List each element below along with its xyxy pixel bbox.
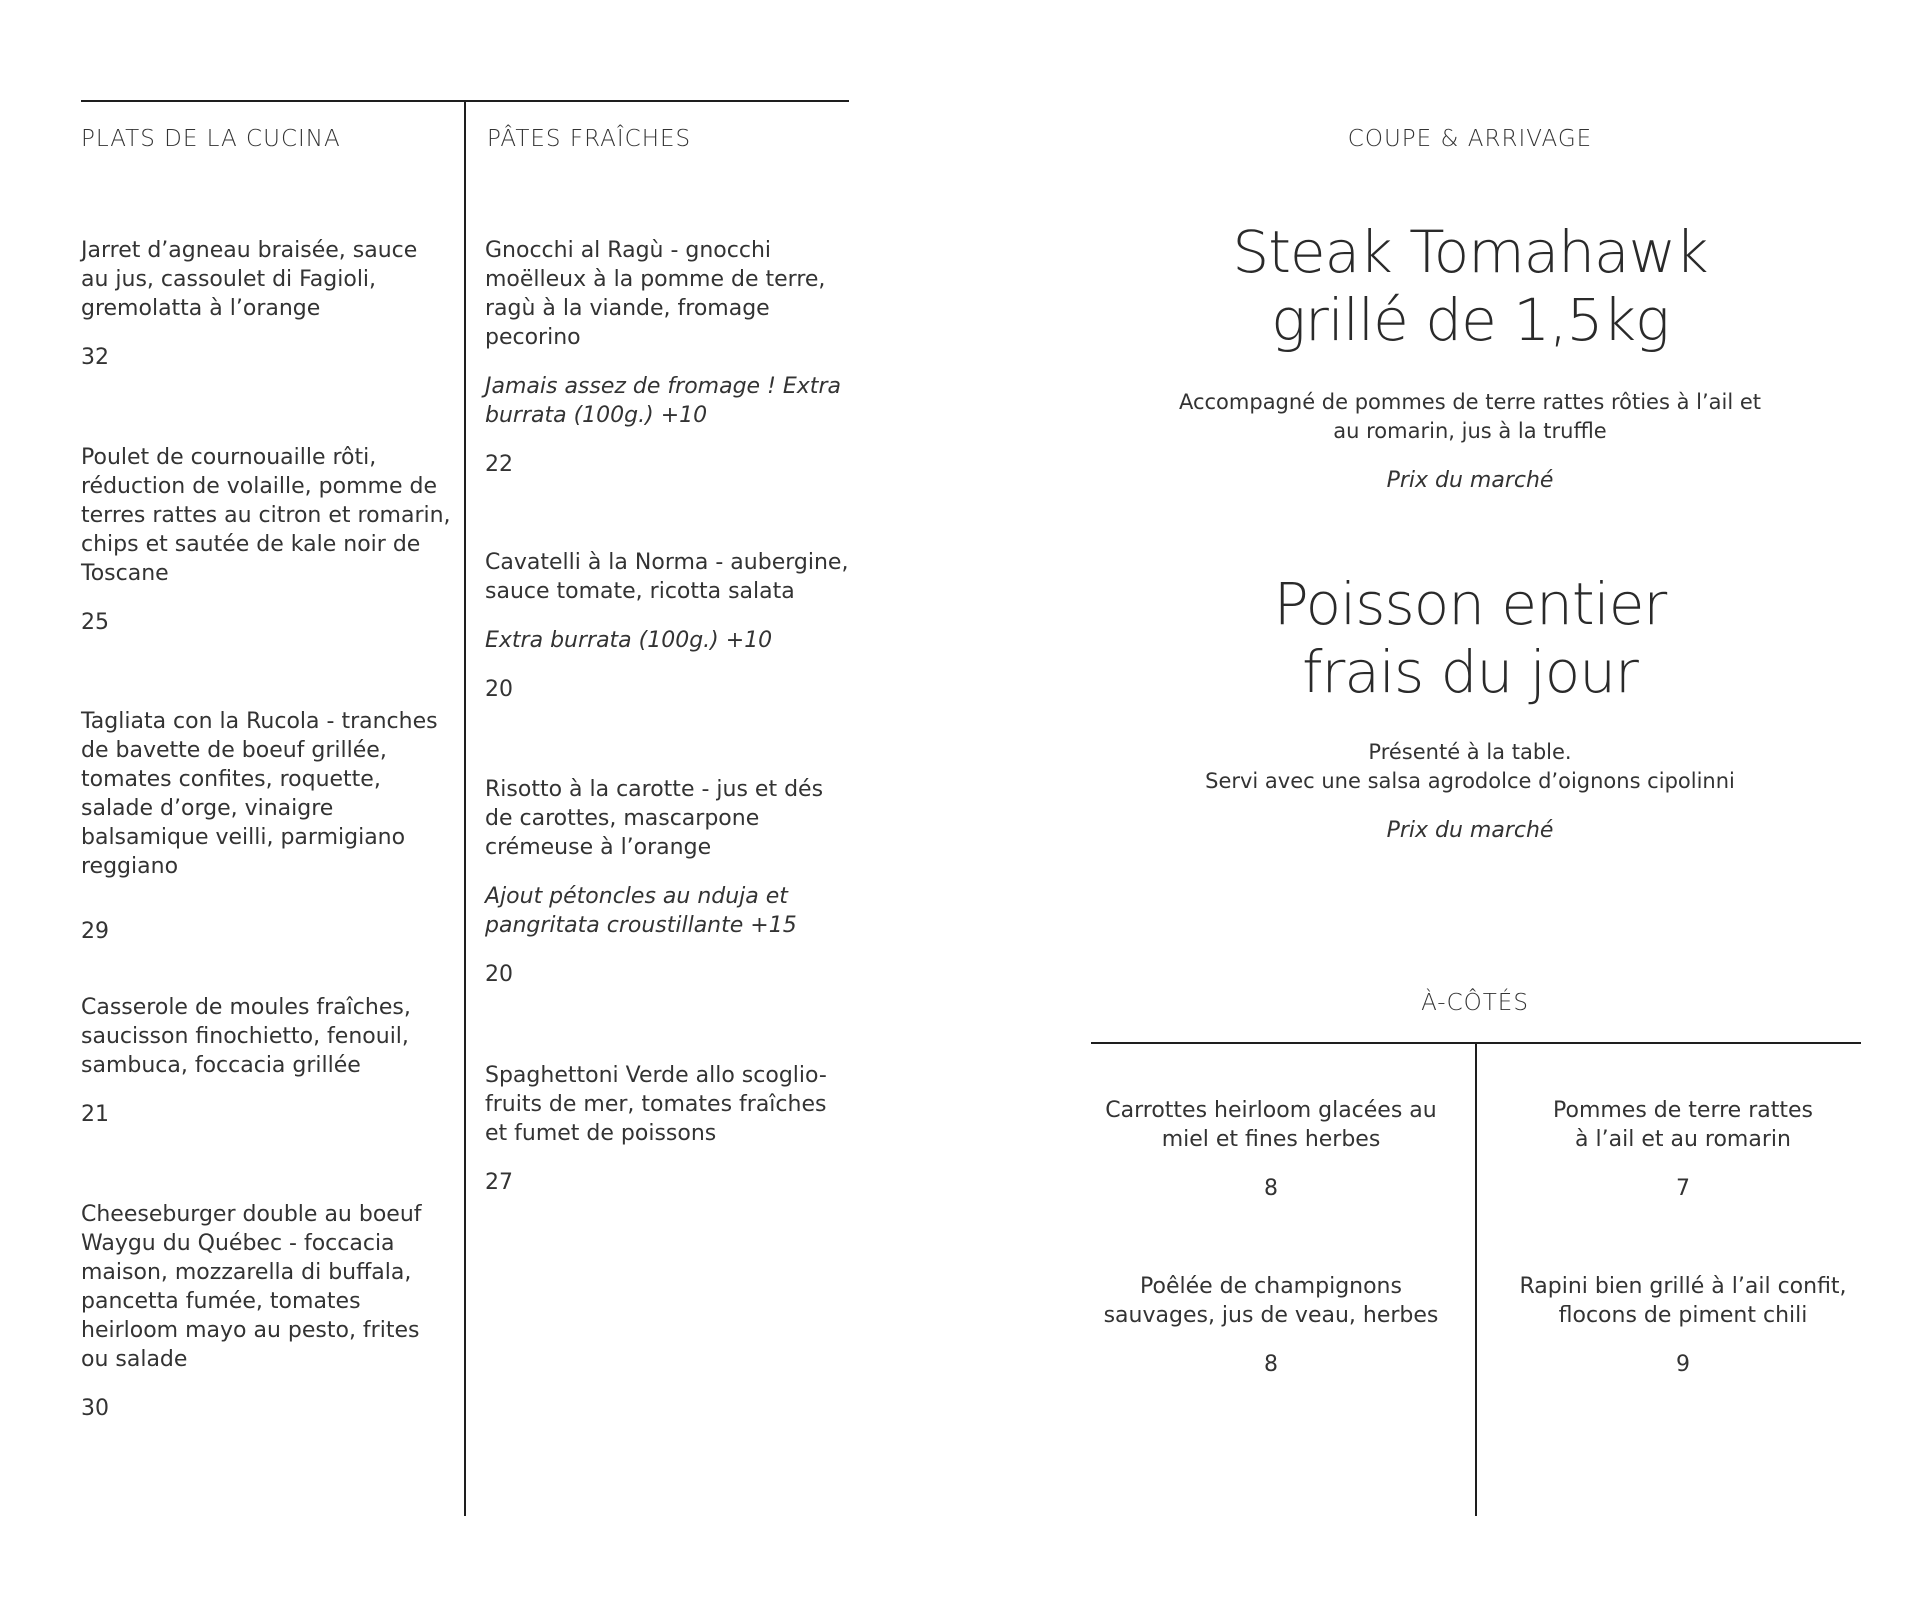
feature-price: Prix du marché [1386, 468, 1554, 493]
coupe-title: COUPE & ARRIVAGE [1347, 126, 1593, 152]
feature-title-line-1: Steak Tomahawk [1232, 218, 1708, 286]
list-item [81, 236, 451, 372]
item-note: Jamais assez de fromage ! Extra burrata (100g.) +10 [485, 374, 841, 428]
side-price: 8 [1264, 1352, 1278, 1377]
side-description-line-2: sauvages, jus de veau, herbes [1103, 1303, 1439, 1328]
side-price: 9 [1676, 1352, 1690, 1377]
feature-description-line-2: Servi avec une salsa agrodolce d’oignons cipolinni [1205, 769, 1735, 793]
cotes-title: À-CÔTÉS [1421, 990, 1529, 1016]
side-description [1076, 1272, 1466, 1330]
side-description-line-2: à l’ail et au romarin [1575, 1127, 1791, 1152]
sides-column-divider [1475, 1042, 1477, 1516]
item-description: Tagliata con la Rucola - tranches de bavette de boeuf grillée, tomates confites, roquette, salade d’orge, vinaigre balsamique veilli, parmigiano reggiano [81, 709, 438, 879]
list-item [81, 1200, 451, 1423]
list-item [81, 993, 451, 1129]
left-column-divider [464, 100, 466, 1516]
side-price: 8 [1264, 1176, 1278, 1201]
item-price: 20 [485, 962, 513, 987]
item-description: Gnocchi al Ragù - gnocchi moëlleux à la pomme de terre, ragù à la viande, fromage pecorino [485, 238, 826, 350]
side-item [1488, 1096, 1878, 1203]
side-description-line-2: miel et fines herbes [1161, 1127, 1381, 1152]
feature-description [1090, 738, 1850, 796]
side-description-line-1: Poêlée de champignons [1140, 1274, 1402, 1299]
side-item [1076, 1272, 1466, 1379]
item-price: 30 [81, 1396, 109, 1421]
item-price: 22 [485, 452, 513, 477]
item-description: Spaghettoni Verde allo scoglio- fruits de mer, tomates fraîches et fumet de poissons [485, 1063, 827, 1146]
item-note: Ajout pétoncles au nduja et pangritata croustillante +15 [485, 884, 797, 938]
side-item [1076, 1096, 1466, 1203]
item-description: Risotto à la carotte - jus et dés de carottes, mascarpone crémeuse à l’orange [485, 777, 824, 860]
list-item [485, 236, 855, 479]
list-item [485, 1061, 855, 1197]
feature-title-line-2: frais du jour [1302, 638, 1638, 706]
side-item [1488, 1272, 1878, 1379]
feature-steak [1090, 218, 1850, 495]
side-description-line-1: Pommes de terre rattes [1553, 1098, 1813, 1123]
item-description: Cheeseburger double au boeuf Waygu du Québec - foccacia maison, mozzarella di buffala, pancetta fumée, tomates heirloom mayo au pesto, frites ou salade [81, 1202, 422, 1372]
side-description [1076, 1096, 1466, 1154]
side-price: 7 [1676, 1176, 1690, 1201]
list-item [81, 707, 451, 946]
feature-description [1090, 388, 1850, 446]
feature-fish [1090, 570, 1850, 845]
item-price: 32 [81, 345, 109, 370]
item-description: Cavatelli à la Norma - aubergine, sauce tomate, ricotta salata [485, 550, 849, 604]
item-note: Extra burrata (100g.) +10 [485, 628, 773, 653]
item-description: Poulet de cournouaille rôti, réduction de volaille, pomme de terres rattes au citron et romarin, chips et sautée de kale noir de Toscane [81, 445, 451, 586]
plats-title: PLATS DE LA CUCINA [81, 126, 341, 152]
item-price: 29 [81, 919, 109, 944]
side-description [1488, 1272, 1878, 1330]
item-description: Jarret d’agneau braisée, sauce au jus, cassoulet di Fagioli, gremolatta à l’orange [81, 238, 418, 321]
side-description-line-2: flocons de piment chili [1558, 1303, 1808, 1328]
item-price: 21 [81, 1102, 109, 1127]
feature-price: Prix du marché [1386, 818, 1554, 843]
list-item [81, 443, 451, 637]
feature-description-line-2: au romarin, jus à la truffle [1333, 419, 1607, 443]
item-description: Casserole de moules fraîches, saucisson finochietto, fenouil, sambuca, foccacia grillée [81, 995, 411, 1078]
side-description [1488, 1096, 1878, 1154]
feature-title-line-2: grillé de 1,5kg [1271, 286, 1669, 354]
feature-description-line-1: Accompagné de pommes de terre rattes rôties à l’ail et [1178, 390, 1762, 414]
item-price: 20 [485, 677, 513, 702]
item-price: 27 [485, 1170, 513, 1195]
item-price: 25 [81, 610, 109, 635]
feature-title-line-1: Poisson entier [1273, 570, 1667, 638]
side-description-line-1: Rapini bien grillé à l’ail confit, [1519, 1274, 1847, 1299]
list-item [485, 548, 855, 704]
pates-title: PÂTES FRAÎCHES [487, 126, 692, 152]
side-description-line-1: Carrottes heirloom glacées au [1105, 1098, 1437, 1123]
feature-description-line-1: Présenté à la table. [1368, 740, 1572, 764]
list-item [485, 775, 855, 989]
